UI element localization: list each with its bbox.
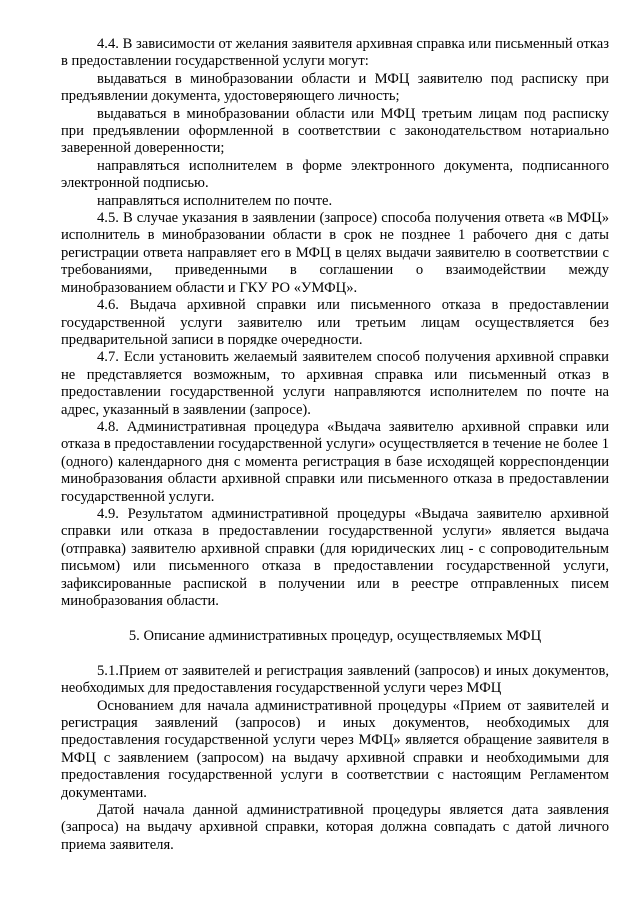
- paragraph-4-8: 4.8. Административная процедура «Выдача заявителю архивной справки или отказа в предоставлении государственной услуги» осуществляется в течение не более 1 (одного) календарного дня с момента регистрация в базе исходящей корреспонденции минобразования области архивной справки или письменного отказа в предоставлении государственной услуги.: [61, 418, 609, 505]
- paragraph-4-9: 4.9. Результатом административной процедуры «Выдача заявителю архивной справки или отказа в предоставлении государственной услуги» является выдача (отправка) заявителю архивной справки (для юридических лиц - с сопроводительным письмом) или письменного отказа в предоставлении государственной услуги, зафиксированные распиской в получении или в реестре отправленных писем минобразования области.: [61, 505, 609, 609]
- paragraph-4-6: 4.6. Выдача архивной справки или письменного отказа в предоставлении государственной услуги заявителю или третьим лицам осуществляется без предварительной записи в порядке очередности.: [61, 297, 609, 348]
- paragraph-4-5: 4.5. В случае указания в заявлении (запросе) способа получения ответа «в МФЦ» исполнитель в минобразовании области в срок не позднее 1 рабочего дня с даты регистрации ответа направляет его в МФЦ в целях выдачи заявителю в соответствии с требованиями, приведенными в соглашении о взаимодействии между минобразованием области и ГКУ РО «УМФЦ».: [61, 210, 609, 296]
- paragraph-5-1-basis: Основанием для начала административной процедуры «Прием от заявителей и регистрация заявлений (запросов) и иных документов, необходимых для предоставления государственной услуги через МФЦ» является обращение заявителя в МФЦ с заявлением (запросом) на выдачу архивной справки и необходимыми для предоставления государственной услуги в соответствии с настоящим Регламентом документами.: [61, 697, 609, 801]
- paragraph-5-1: 5.1.Прием от заявителей и регистрация заявлений (запросов) и иных документов, необходимых для предоставления государственной услуги через МФЦ: [61, 662, 609, 697]
- paragraph-4-4-option-electronic: направляться исполнителем в форме электронного документа, подписанного электронной подписью.: [61, 157, 609, 192]
- paragraph-4-4: 4.4. В зависимости от желания заявителя архивная справка или письменный отказ в предоставлении государственной услуги могут:: [61, 36, 609, 70]
- paragraph-4-7: 4.7. Если установить желаемый заявителем способ получения архивной справки не представляется возможным, то архивная справка или письменный отказ в предоставлении государственной услуги направляются исполнителем по почте на адрес, указанный в заявлении (запросе).: [61, 349, 609, 418]
- section-heading: 5. Описание административных процедур, осуществляемых МФЦ: [128, 628, 542, 645]
- paragraph-5-1-start-date: Датой начала данной административной процедуры является дата заявления (запроса) на выдачу архивной справки, которая должна совпадать с датой личного приема заявителя.: [61, 802, 609, 853]
- paragraph-4-4-option-mfc: выдаваться в минобразовании области и МФЦ заявителю под расписку при предъявлении документа, удостоверяющего личность;: [61, 70, 609, 105]
- paragraph-4-4-option-post: направляться исполнителем по почте.: [97, 192, 333, 209]
- document-page: [61, 36, 609, 854]
- paragraph-4-4-option-third-parties: выдаваться в минобразовании области или МФЦ третьим лицам под расписку при предъявлении оформленной в соответствии с законодательством нотариально заверенной доверенности;: [61, 105, 609, 157]
